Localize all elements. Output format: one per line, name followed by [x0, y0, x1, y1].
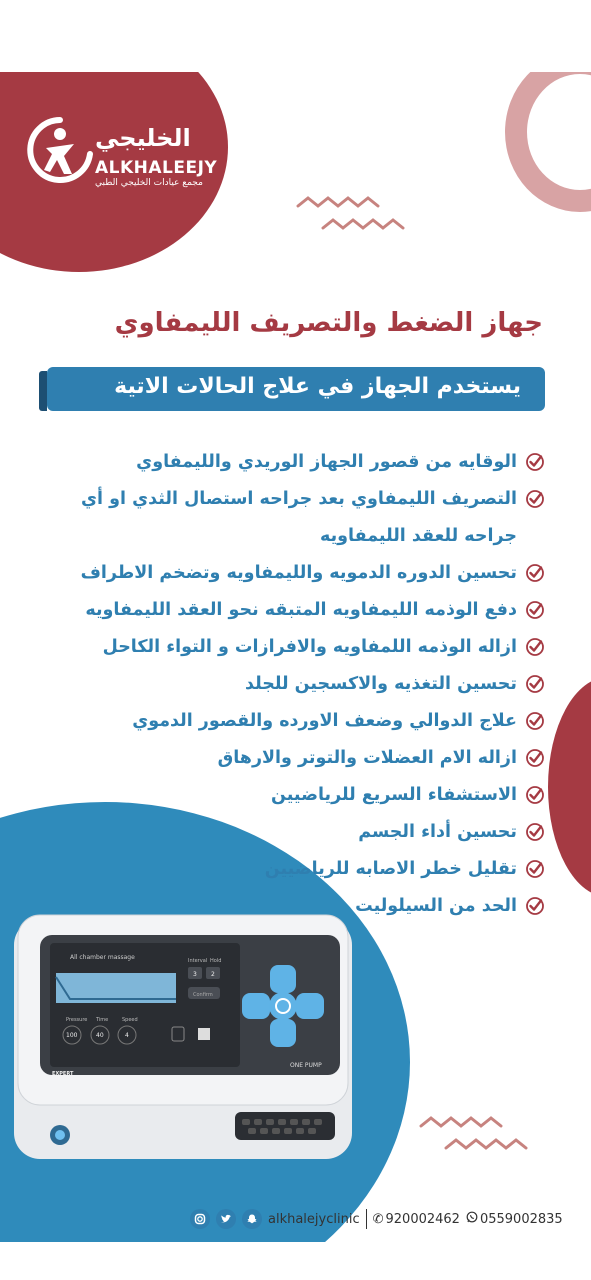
list-item [27, 666, 547, 703]
decor-zigzag-bottom [418, 1112, 533, 1157]
check-circle-icon [525, 785, 547, 805]
list-item-text: الاستشفاء السريع للرياضيين [271, 785, 517, 805]
snapchat-icon[interactable] [242, 1209, 262, 1229]
list-item-text: تحسين الدوره الدمويه والليمفاويه وتضخم الاطراف [80, 563, 517, 583]
check-circle-icon [525, 748, 547, 768]
list-item [27, 481, 547, 555]
list-item-text: تحسين التغذيه والاكسجين للجلد [244, 674, 517, 694]
phone-number[interactable]: 920002462 [385, 1211, 460, 1227]
device-screen-title: All chamber massage [70, 954, 135, 961]
conditions-list [27, 444, 547, 925]
list-item-text: تقليل خطر الاصابه للرياضيين [264, 859, 517, 879]
device-brand-label: ONE PUMP [290, 1062, 322, 1069]
decor-zigzag-top [295, 192, 410, 237]
list-item [27, 851, 547, 888]
list-item-text: التصريف الليمفاوي بعد جراحه استصال الثدي او أي جراحه للعقد الليمفاويه [81, 489, 517, 546]
list-item [27, 703, 547, 740]
device-time-value: 40 [96, 1032, 104, 1039]
check-circle-icon [525, 674, 547, 694]
brand-name-en: ALKHALEEJY [95, 158, 218, 178]
subtitle-banner [47, 367, 545, 411]
list-item-text: تحسين أداء الجسم [358, 822, 517, 842]
device-hold-label: Hold [210, 958, 222, 964]
device-speed-label: Speed [122, 1017, 138, 1023]
flyer [0, 72, 591, 1242]
check-circle-icon [525, 563, 547, 583]
list-item-text: الوقايه من قصور الجهاز الوريدي والليمفاوي [136, 452, 517, 472]
list-item [27, 777, 547, 814]
device-interval-value: 3 [193, 971, 197, 978]
list-item-text: ازاله الام العضلات والتوتر والارهاق [217, 748, 517, 768]
device-pressure-label: Pressure [66, 1017, 88, 1023]
device-interval-label: Interval [188, 958, 208, 964]
instagram-icon[interactable] [190, 1209, 210, 1229]
device-time-label: Time [96, 1017, 109, 1023]
logo-icon [24, 114, 96, 186]
list-item [27, 592, 547, 629]
device-hold-value: 2 [211, 971, 215, 978]
list-item-text: ازاله الوذمه اللمفاويه والافرازات و التواء الكاحل [102, 637, 517, 657]
brand-tagline: مجمع عيادات الخليجي الطبي [95, 178, 203, 188]
list-item-text: دفع الوذمه الليمفاويه المتبقه نحو العقد الليمفاويه [85, 600, 517, 620]
check-circle-icon [525, 896, 547, 916]
check-circle-icon [525, 822, 547, 842]
whatsapp-number[interactable]: 0559002835 [479, 1211, 563, 1227]
list-item [27, 629, 547, 666]
device-confirm-label: Confirm [193, 992, 213, 998]
device-model-label: EXPERT [52, 1071, 74, 1077]
check-circle-icon [525, 711, 547, 731]
list-item-text: الحد من السيلوليت [355, 896, 517, 916]
list-item [27, 740, 547, 777]
decor-circle-red-right [548, 677, 591, 897]
list-item [27, 444, 547, 481]
check-circle-icon [525, 452, 547, 472]
device-speed-value: 4 [125, 1032, 129, 1039]
list-item-text: علاج الدوالي وضعف الاورده والقصور الدموي [132, 711, 517, 731]
twitter-icon[interactable] [216, 1209, 236, 1229]
list-item [27, 555, 547, 592]
check-circle-icon [525, 859, 547, 879]
list-item [27, 814, 547, 851]
divider [366, 1209, 367, 1229]
device-image [10, 907, 355, 1162]
contact-footer [190, 1208, 563, 1230]
check-circle-icon [525, 489, 547, 509]
page-title: جهاز الضغط والتصريف الليمفاوي [114, 308, 543, 338]
device-pressure-value: 100 [66, 1032, 78, 1039]
subtitle: يستخدم الجهاز في علاج الحالات الاتية [114, 374, 521, 399]
social-handle[interactable]: alkhalejyclinic [268, 1211, 360, 1227]
brand-name-ar: الخليجي [95, 124, 191, 152]
check-circle-icon [525, 600, 547, 620]
phone-icon: ✆ [372, 1211, 384, 1227]
whatsapp-icon [466, 1211, 478, 1227]
check-circle-icon [525, 637, 547, 657]
decor-ring-pink [505, 72, 591, 212]
